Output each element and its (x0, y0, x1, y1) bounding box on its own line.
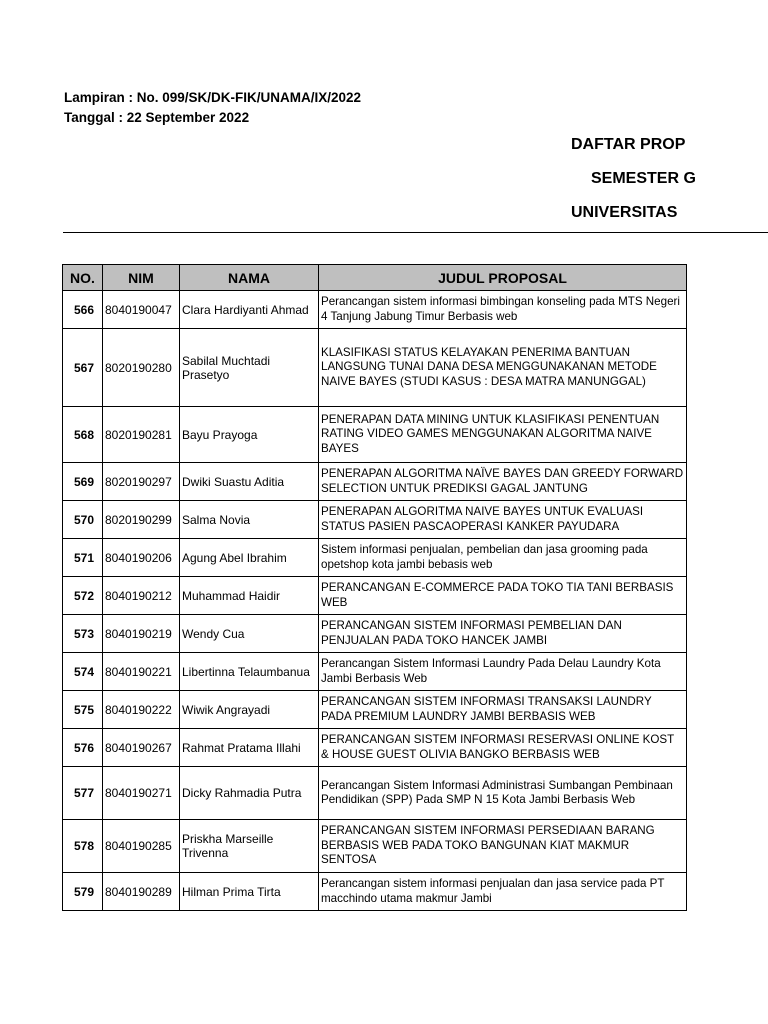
cell-judul: Perancangan sistem informasi bimbingan konseling pada MTS Negeri 4 Tanjung Jabung Timur Berbasis web (319, 291, 687, 329)
cell-no: 572 (63, 577, 103, 615)
table-row (63, 407, 687, 463)
cell-no: 568 (63, 407, 103, 463)
cell-judul: PERANCANGAN SISTEM INFORMASI RESERVASI ONLINE KOST & HOUSE GUEST OLIVIA BANGKO BERBASIS WEB (319, 729, 687, 767)
table-header-row (63, 265, 687, 291)
table-row (63, 329, 687, 407)
table-row (63, 820, 687, 873)
cell-nama: Wendy Cua (180, 615, 319, 653)
cell-nim: 8040190222 (103, 691, 180, 729)
cell-judul: PERANCANGAN SISTEM INFORMASI PEMBELIAN DAN PENJUALAN PADA TOKO HANCEK JAMBI (319, 615, 687, 653)
cell-judul: PERANCANGAN SISTEM INFORMASI TRANSAKSI LAUNDRY PADA PREMIUM LAUNDRY JAMBI BERBASIS WEB (319, 691, 687, 729)
cell-nama: Salma Novia (180, 501, 319, 539)
cell-judul: PENERAPAN ALGORITMA NAIVE BAYES UNTUK EVALUASI STATUS PASIEN PASCAOPERASI KANKER PAYUDARA (319, 501, 687, 539)
heading-title: DAFTAR PROP (571, 136, 686, 153)
proposal-table (62, 264, 687, 911)
cell-no: 578 (63, 820, 103, 873)
cell-nama: Hilman Prima Tirta (180, 873, 319, 911)
cell-nim: 8040190206 (103, 539, 180, 577)
cell-no: 566 (63, 291, 103, 329)
cell-judul: PENERAPAN DATA MINING UNTUK KLASIFIKASI PENENTUAN RATING VIDEO GAMES MENGGUNAKAN ALGORITMA NAIVE BAYES (319, 407, 687, 463)
heading-university: UNIVERSITAS (571, 204, 678, 221)
cell-no: 574 (63, 653, 103, 691)
cell-no: 575 (63, 691, 103, 729)
cell-no: 571 (63, 539, 103, 577)
heading-semester: SEMESTER G (591, 170, 696, 187)
table-row (63, 501, 687, 539)
cell-nim: 8040190047 (103, 291, 180, 329)
table-row (63, 653, 687, 691)
table-row (63, 539, 687, 577)
cell-no: 573 (63, 615, 103, 653)
cell-judul: Perancangan Sistem Informasi Laundry Pada Delau Laundry Kota Jambi Berbasis Web (319, 653, 687, 691)
cell-nim: 8040190289 (103, 873, 180, 911)
cell-nama: Priskha Marseille Trivenna (180, 820, 319, 873)
lampiran-line: Lampiran : No. 099/SK/DK-FIK/UNAMA/IX/2022 (64, 90, 362, 105)
cell-nim: 8040190285 (103, 820, 180, 873)
table-row (63, 463, 687, 501)
table-row (63, 729, 687, 767)
table-row (63, 291, 687, 329)
cell-no: 570 (63, 501, 103, 539)
cell-nama: Libertinna Telaumbanua (180, 653, 319, 691)
cell-nim: 8040190271 (103, 767, 180, 820)
cell-nama: Muhammad Haidir (180, 577, 319, 615)
column-header-nim: NIM (103, 265, 180, 291)
cell-nama: Rahmat Pratama Illahi (180, 729, 319, 767)
cell-nim: 8040190212 (103, 577, 180, 615)
cell-nim: 8040190219 (103, 615, 180, 653)
cell-judul: Perancangan sistem informasi penjualan dan jasa service pada PT macchindo utama makmur Jambi (319, 873, 687, 911)
cell-nim: 8020190280 (103, 329, 180, 407)
cell-nama: Dwiki Suastu Aditia (180, 463, 319, 501)
cell-judul: Sistem informasi penjualan, pembelian dan jasa grooming pada opetshop kota jambi bebasis web (319, 539, 687, 577)
table-row (63, 691, 687, 729)
cell-nim: 8020190297 (103, 463, 180, 501)
cell-nama: Agung Abel Ibrahim (180, 539, 319, 577)
cell-judul: KLASIFIKASI STATUS KELAYAKAN PENERIMA BANTUAN LANGSUNG TUNAI DANA DESA MENGGUNAKANAN METODE NAIVE BAYES (STUDI KASUS : DESA MATRA MANUNGGAL) (319, 329, 687, 407)
cell-nim: 8040190267 (103, 729, 180, 767)
column-header-judul: JUDUL PROPOSAL (319, 265, 687, 291)
cell-judul: Perancangan Sistem Informasi Administrasi Sumbangan Pembinaan Pendidikan (SPP) Pada SMP N 15 Kota Jambi Berbasis Web (319, 767, 687, 820)
cell-no: 567 (63, 329, 103, 407)
cell-nim: 8020190299 (103, 501, 180, 539)
cell-no: 569 (63, 463, 103, 501)
table-row (63, 873, 687, 911)
cell-no: 576 (63, 729, 103, 767)
cell-nama: Sabilal Muchtadi Prasetyo (180, 329, 319, 407)
cell-nim: 8020190281 (103, 407, 180, 463)
tanggal-line: Tanggal : 22 September 2022 (64, 110, 250, 125)
column-header-nama: NAMA (180, 265, 319, 291)
cell-nama: Clara Hardiyanti Ahmad (180, 291, 319, 329)
cell-judul: PENERAPAN ALGORITMA NAÏVE BAYES DAN GREEDY FORWARD SELECTION UNTUK PREDIKSI GAGAL JANTUNG (319, 463, 687, 501)
cell-nama: Wiwik Angrayadi (180, 691, 319, 729)
cell-no: 579 (63, 873, 103, 911)
table-row (63, 615, 687, 653)
table-row (63, 767, 687, 820)
cell-judul: PERANCANGAN SISTEM INFORMASI PERSEDIAAN BARANG BERBASIS WEB PADA TOKO BANGUNAN KIAT MAKMUR SENTOSA (319, 820, 687, 873)
cell-judul: PERANCANGAN E-COMMERCE PADA TOKO TIA TANI BERBASIS WEB (319, 577, 687, 615)
cell-nim: 8040190221 (103, 653, 180, 691)
column-header-no: NO. (63, 265, 103, 291)
cell-nama: Bayu Prayoga (180, 407, 319, 463)
cell-no: 577 (63, 767, 103, 820)
header-divider (63, 232, 768, 233)
table-row (63, 577, 687, 615)
cell-nama: Dicky Rahmadia Putra (180, 767, 319, 820)
